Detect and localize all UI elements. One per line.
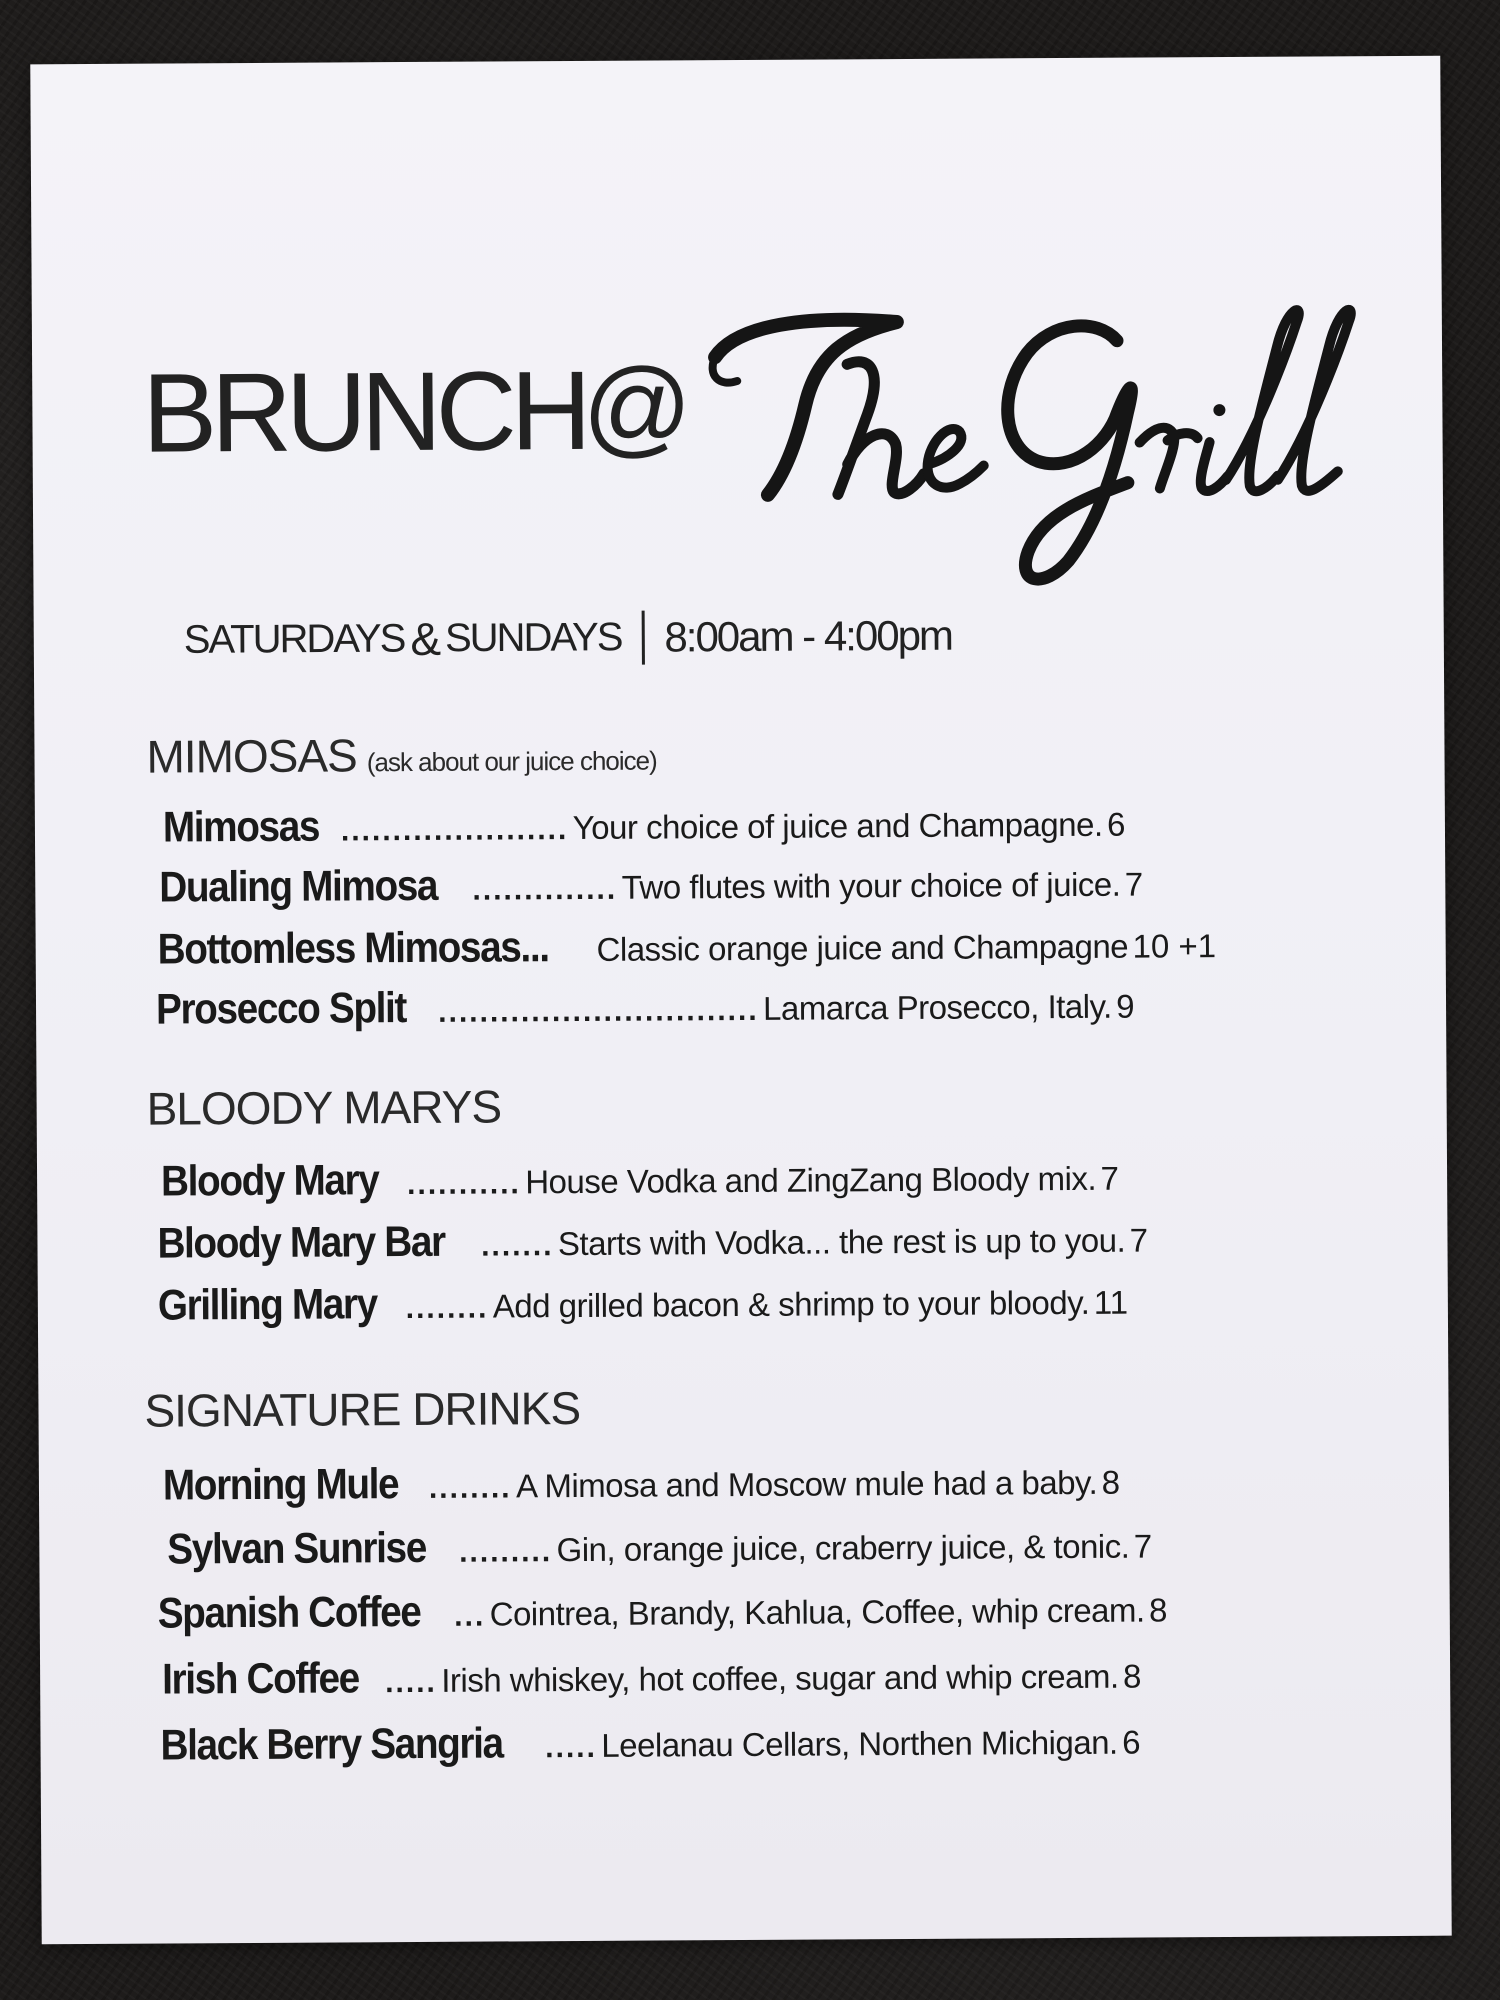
menu-item-name: Morning Mule [162, 1460, 399, 1510]
hours-ampersand: & [410, 612, 440, 666]
menu-item-price: 8 [1122, 1657, 1142, 1695]
menu-item [163, 1452, 1120, 1514]
menu-item [158, 1272, 1129, 1334]
menu-item-description: A Mimosa and Moscow mule had a baby. [515, 1463, 1098, 1505]
section-title-signature-drinks [144, 1381, 580, 1438]
menu-item-price: 7 [1100, 1159, 1120, 1197]
menu-item-leader: ...................... [340, 813, 569, 848]
the-grill-script-logo [697, 291, 1379, 585]
menu-item-name: Mimosas [162, 802, 320, 852]
menu-item-name: Bottomless Mimosas... [157, 923, 549, 974]
menu-item-leader: ........ [428, 1471, 512, 1505]
menu-item-leader: ........... [407, 1167, 521, 1202]
menu-item-description: Two flutes with your choice of juice. [621, 865, 1121, 906]
menu-item-name: Bloody Mary [160, 1156, 379, 1206]
menu-item [157, 1210, 1148, 1272]
menu-item-description: House Vodka and ZingZang Bloody mix. [525, 1159, 1097, 1201]
menu-item [167, 1515, 1152, 1577]
menu-item-price: 11 [1093, 1283, 1129, 1321]
menu-item-price: 7 [1124, 865, 1144, 903]
menu-item-description: Leelanau Cellars, Northen Michigan. [601, 1723, 1118, 1764]
the-grill-script-logo-graphic [697, 291, 1379, 585]
menu-item-leader: ..... [545, 1730, 598, 1765]
menu-item-leader: ....... [481, 1229, 554, 1263]
section-mimosas-note: (ask about our juice choice) [366, 745, 657, 778]
menu-item-price: 8 [1148, 1591, 1168, 1629]
menu-item-name: Grilling Mary [157, 1280, 378, 1330]
menu-item-description: Cointrea, Brandy, Kahlua, Coffee, whip cream. [489, 1591, 1145, 1633]
menu-item-description: Gin, orange juice, craberry juice, & tonic. [556, 1527, 1130, 1569]
menu-item-description: Irish whiskey, hot coffee, sugar and whip cream. [441, 1657, 1119, 1699]
hours-time: 8:00am - 4:00pm [664, 611, 953, 661]
section-signature-heading: SIGNATURE DRINKS [144, 1381, 581, 1437]
menu-header [142, 291, 1344, 598]
menu-item-price: 6 [1106, 805, 1126, 843]
brunch-title: BRUNCH [142, 347, 586, 476]
at-symbol: @ [582, 345, 693, 467]
menu-item-description: Classic orange juice and Champagne [596, 927, 1129, 968]
menu-item [163, 794, 1126, 856]
menu-item-name: Sylvan Sunrise [167, 1523, 427, 1574]
menu-item-name: Prosecco Split [155, 984, 407, 1034]
menu-item-price: 10 +1 [1132, 927, 1217, 965]
menu-sheet [30, 56, 1451, 1945]
menu-item [159, 854, 1143, 916]
menu-item-leader: ............................... [438, 993, 759, 1029]
menu-item [160, 1712, 1140, 1774]
menu-item-name: Dualing Mimosa [159, 861, 438, 912]
section-title-mimosas [146, 727, 657, 784]
menu-item-price: 8 [1101, 1463, 1121, 1501]
menu-item-leader: ... [454, 1599, 486, 1633]
menu-item-name: Black Berry Sangria [160, 1719, 503, 1770]
menu-item-name: Bloody Mary Bar [157, 1217, 445, 1268]
hours-days-saturday: SATURDAYS [183, 616, 405, 662]
menu-item [161, 1148, 1119, 1210]
menu-item-price: 7 [1129, 1221, 1149, 1259]
menu-item [162, 1646, 1142, 1708]
menu-item-price: 6 [1122, 1723, 1141, 1761]
menu-item [158, 915, 1217, 977]
menu-item [158, 1579, 1168, 1641]
menu-item-name: Spanish Coffee [157, 1587, 421, 1638]
hours-days-sunday: SUNDAYS [444, 615, 622, 661]
menu-item-price: 7 [1133, 1527, 1153, 1565]
menu-item-price: 9 [1116, 987, 1135, 1025]
section-bloody-heading: BLOODY MARYS [146, 1080, 502, 1135]
menu-item-name: Irish Coffee [161, 1654, 359, 1704]
menu-item-leader: ......... [459, 1535, 553, 1569]
menu-item-leader: ..... [385, 1665, 437, 1700]
section-mimosas-heading: MIMOSAS [146, 729, 357, 783]
section-title-bloody-marys [146, 1079, 501, 1135]
menu-item-description: Your choice of juice and Champagne. [572, 805, 1103, 847]
menu-item-description: Lamarca Prosecco, Italy. [762, 987, 1112, 1027]
menu-item-leader: .............. [472, 872, 618, 907]
menu-item [156, 976, 1135, 1038]
hours-line [184, 609, 953, 684]
menu-item-description: Starts with Vodka... the rest is up to you. [557, 1221, 1126, 1263]
hours-divider [641, 611, 644, 665]
menu-item-leader: ........ [405, 1291, 489, 1326]
menu-item-description: Add grilled bacon & shrimp to your bloody. [492, 1283, 1090, 1325]
